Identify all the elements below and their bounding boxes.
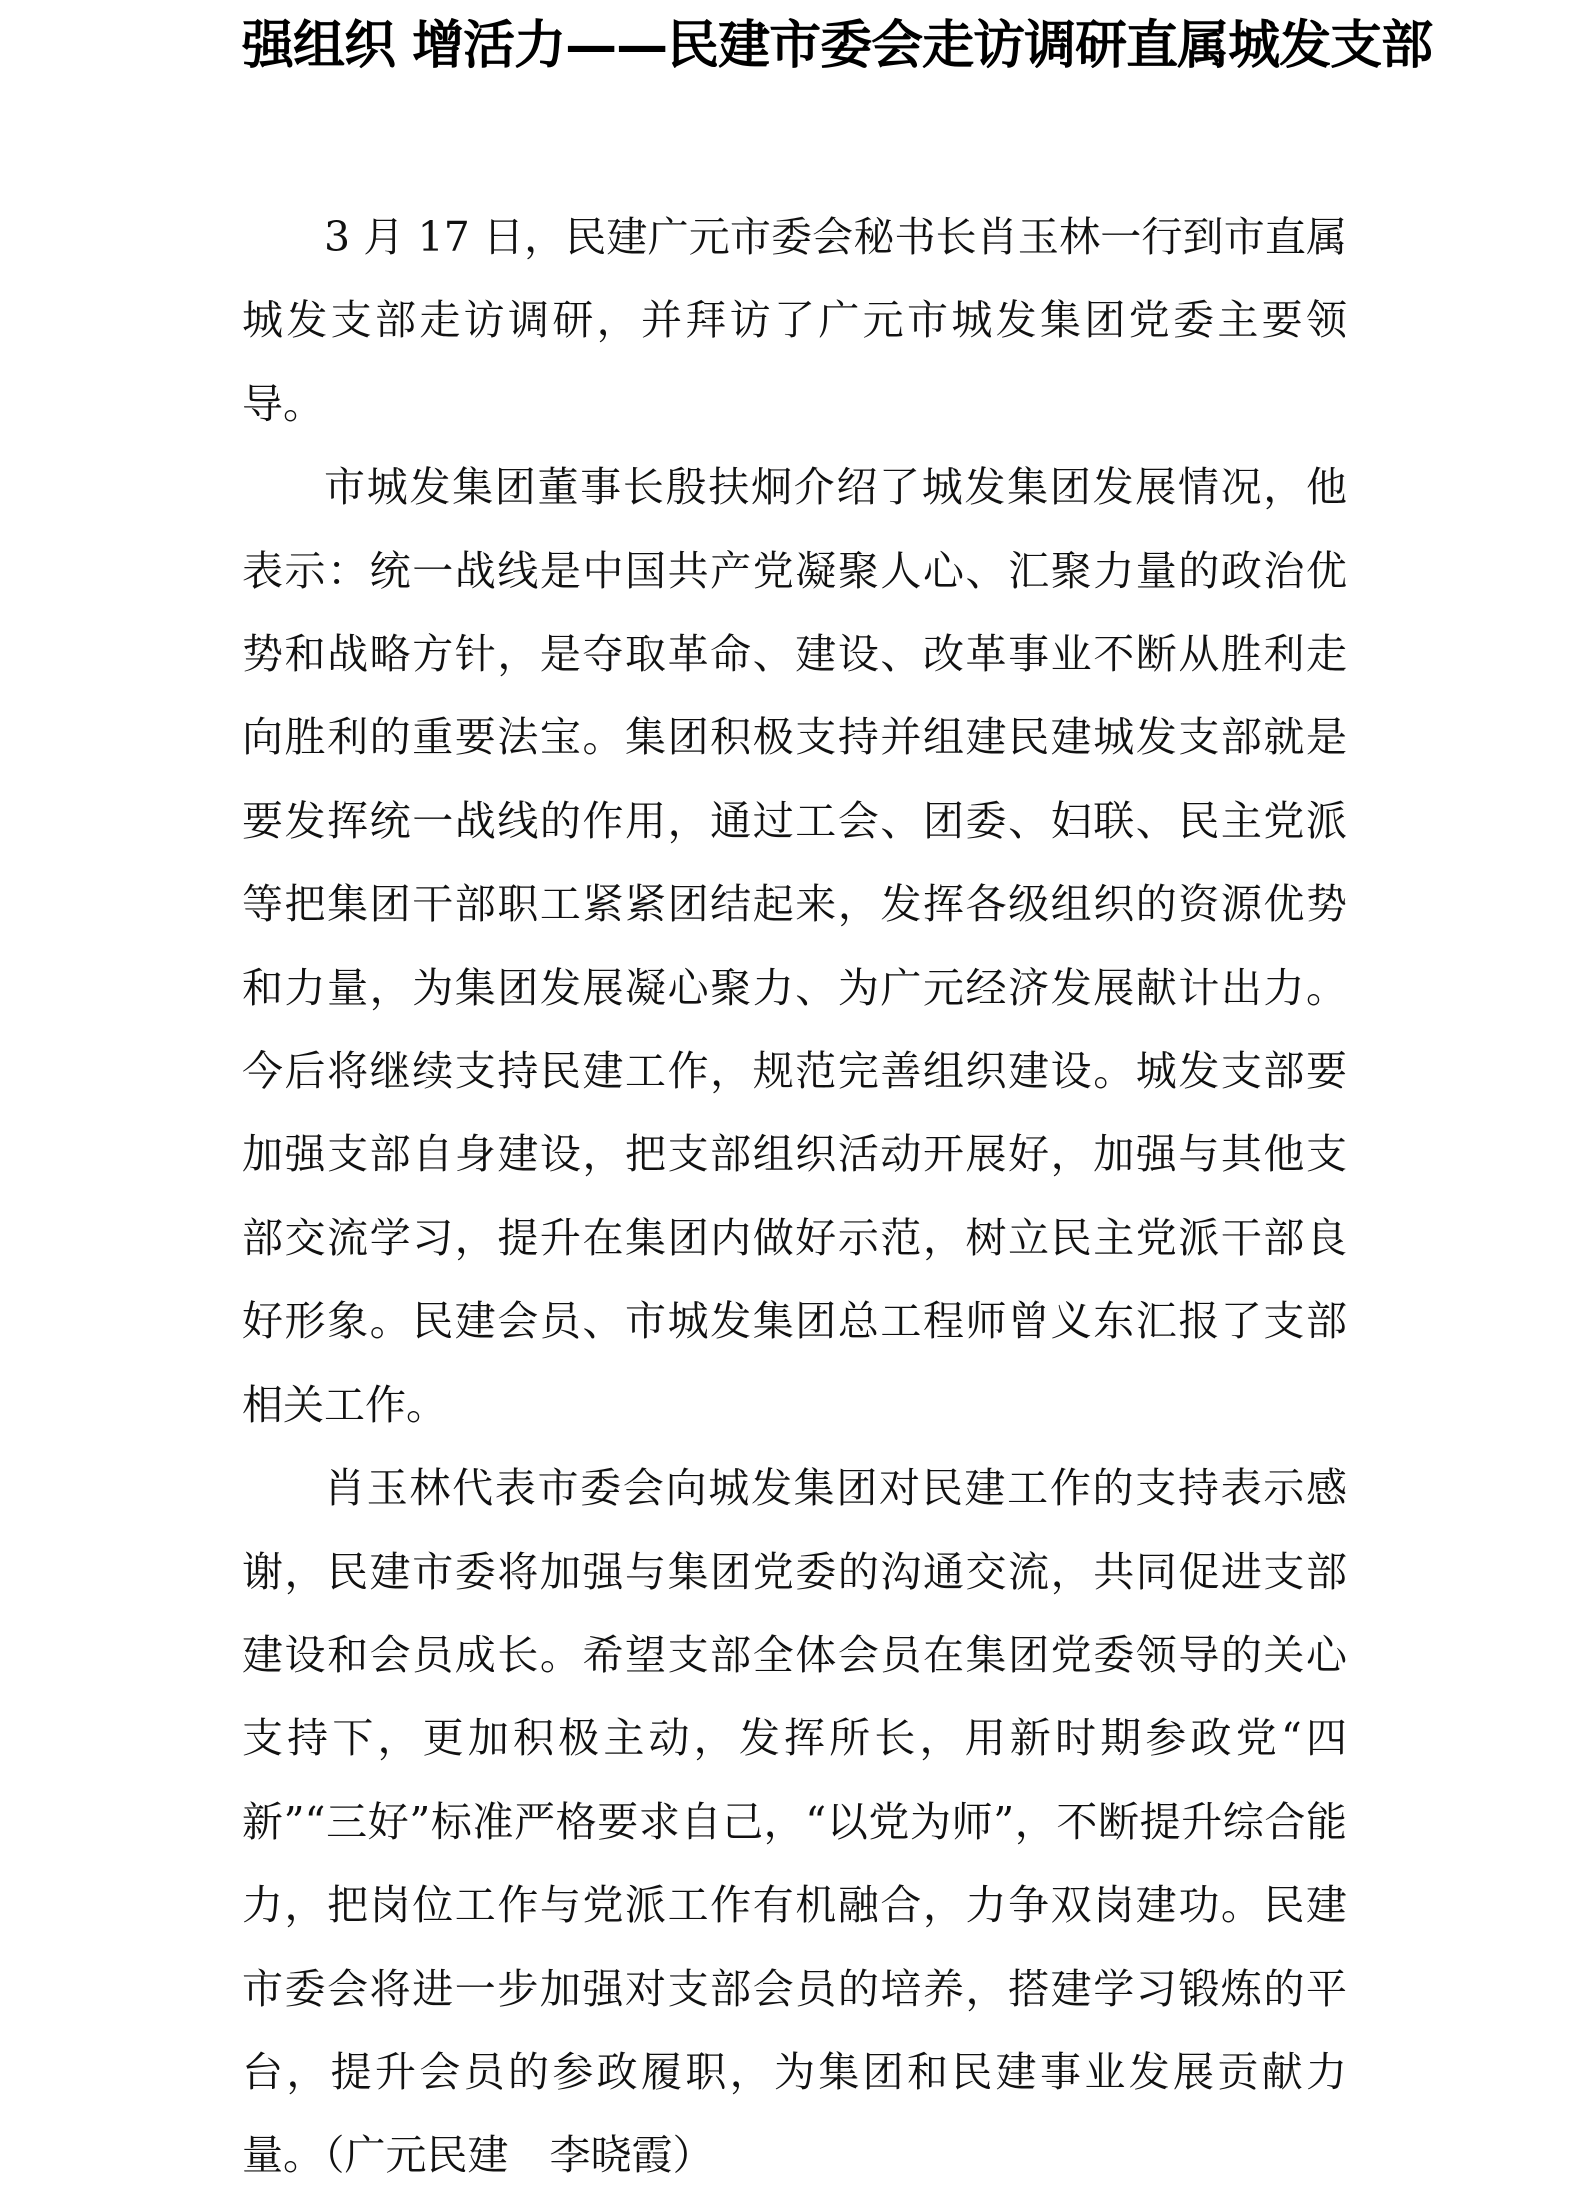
article-body: [242, 196, 1347, 2198]
paragraph-thanks-and-expectations: 肖玉林代表市委会向城发集团对民建工作的支持表示感谢，民建市委将加强与集团党委的沟通交流，共同促进支部建设和会员成长。希望支部全体会员在集团党委领导的关心支持下，更加积极主动，发挥所长，用新时期参政党“四新”“三好”标准严格要求自己，“以党为师”，不断提升综合能力，把岗位工作与党派工作有机融合，力争双岗建功。民建市委会将进一步加强对支部会员的培养，搭建学习锻炼的平台，提升会员的参政履职，为集团和民建事业发展贡献力量。（广元民建 李晓霞）: [242, 1464, 1347, 2180]
paragraph-visit: 3 月 17 日，民建广元市委会秘书长肖玉林一行到市直属城发支部走访调研，并拜访了广元市城发集团党委主要领导。: [242, 213, 1347, 428]
paragraph-chairman-remarks: 市城发集团董事长殷扶炯介绍了城发集团发展情况，他表示：统一战线是中国共产党凝聚人心、汇聚力量的政治优势和战略方针，是夺取革命、建设、改革事业不断从胜利走向胜利的重要法宝。集团积极支持并组建民建城发支部就是要发挥统一战线的作用，通过工会、团委、妇联、民主党派等把集团干部职工紧紧团结起来，发挥各级组织的资源优势和力量，为集团发展凝心聚力、为广元经济发展献计出力。今后将继续支持民建工作，规范完善组织建设。城发支部要加强支部自身建设，把支部组织活动开展好，加强与其他支部交流学习，提升在集团内做好示范，树立民主党派干部良好形象。民建会员、市城发集团总工程师曾义东汇报了支部相关工作。: [242, 463, 1347, 1429]
article-title: 强组织 增活力——民建市委会走访调研直属城发支部: [242, 15, 1433, 76]
document-page: [242, 0, 1433, 2180]
